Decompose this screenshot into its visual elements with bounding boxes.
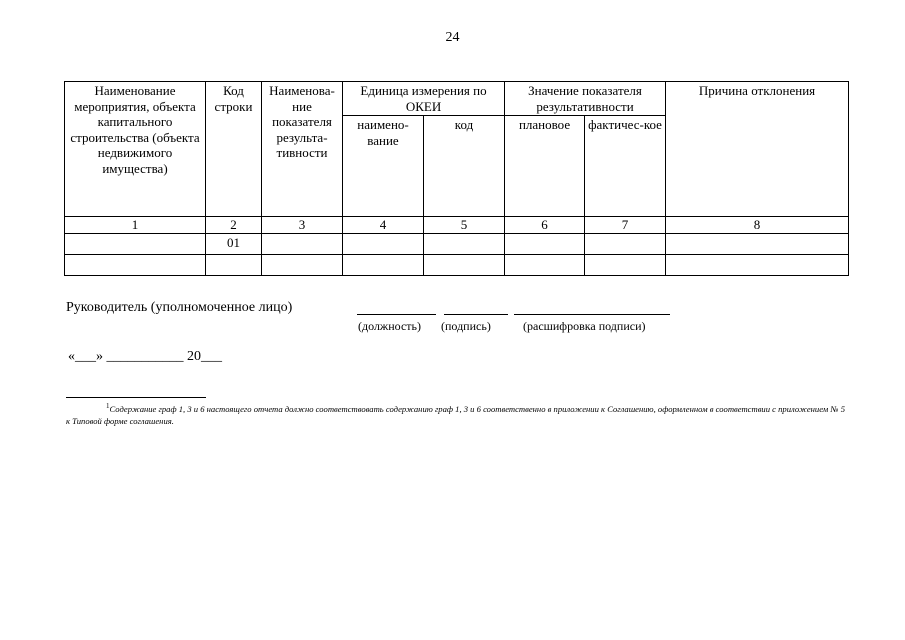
column-number: 3	[262, 217, 343, 234]
signature-title: Руководитель (уполномоченное лицо)	[66, 300, 293, 315]
table-cell[interactable]	[262, 234, 343, 255]
column-number: 4	[343, 217, 424, 234]
position-label: (должность)	[358, 319, 421, 333]
column-number: 8	[666, 217, 849, 234]
column-number: 5	[424, 217, 505, 234]
signature-decoding-line[interactable]	[514, 314, 670, 315]
signature-line[interactable]	[444, 314, 508, 315]
table-cell[interactable]	[585, 255, 666, 276]
header-indicator-name: Наименова-ние показателя результа-тивности	[262, 82, 343, 217]
column-number: 2	[206, 217, 262, 234]
header-row-code: Код строки	[206, 82, 262, 217]
table-cell[interactable]	[206, 255, 262, 276]
footnote	[66, 400, 846, 427]
date-year-blank[interactable]: ___	[201, 349, 222, 364]
table-cell[interactable]: 01	[206, 234, 262, 255]
page-number: 24	[445, 30, 460, 45]
header-deviation-reason: Причина отклонения	[666, 82, 849, 217]
date-line	[68, 349, 222, 365]
footnote-marker: 1	[106, 402, 110, 410]
column-number-row	[65, 217, 849, 234]
date-open-quote: «	[68, 349, 75, 364]
report-table	[64, 81, 849, 276]
date-close-quote: »	[96, 349, 103, 364]
table-cell[interactable]	[65, 255, 206, 276]
signature-decoding-label: (расшифровка подписи)	[523, 319, 646, 333]
date-day-blank[interactable]: ___	[75, 349, 96, 364]
table-cell[interactable]	[505, 234, 585, 255]
signature-label: (подпись)	[441, 319, 491, 333]
table-cell[interactable]	[666, 234, 849, 255]
table-cell[interactable]	[65, 234, 206, 255]
table-cell[interactable]	[666, 255, 849, 276]
footnote-text: Содержание граф 1, 3 и 6 настоящего отчета должно соответствовать содержанию граф 1, 3 и 6 соответственно в приложении к Соглашению, оформленном в соответствии с приложением № 5 к Типовой форме соглашения.	[66, 403, 845, 426]
table-cell[interactable]	[262, 255, 343, 276]
header-unit-code: код	[424, 116, 505, 217]
header-event-name: Наименование мероприятия, объекта капитального строительства (объекта недвижимого имущества)	[65, 82, 206, 217]
table-cell[interactable]	[424, 234, 505, 255]
table-cell[interactable]	[424, 255, 505, 276]
table-cell[interactable]	[585, 234, 666, 255]
header-row-1	[65, 82, 849, 116]
table-cell[interactable]	[505, 255, 585, 276]
footnote-divider	[66, 397, 206, 398]
header-planned: плановое	[505, 116, 585, 217]
header-unit-name: наимено-вание	[343, 116, 424, 217]
column-number: 6	[505, 217, 585, 234]
table-row	[65, 255, 849, 276]
date-month-blank[interactable]: ___________	[106, 349, 184, 364]
header-indicator-value: Значение показателя результативности	[505, 82, 666, 116]
table-cell[interactable]	[343, 234, 424, 255]
header-actual: фактичес-кое	[585, 116, 666, 217]
table-cell[interactable]	[343, 255, 424, 276]
date-year-prefix: 20	[187, 349, 201, 364]
position-signature-line[interactable]	[357, 314, 436, 315]
table-row	[65, 234, 849, 255]
column-number: 1	[65, 217, 206, 234]
header-okei-unit: Единица измерения по ОКЕИ	[343, 82, 505, 116]
column-number: 7	[585, 217, 666, 234]
